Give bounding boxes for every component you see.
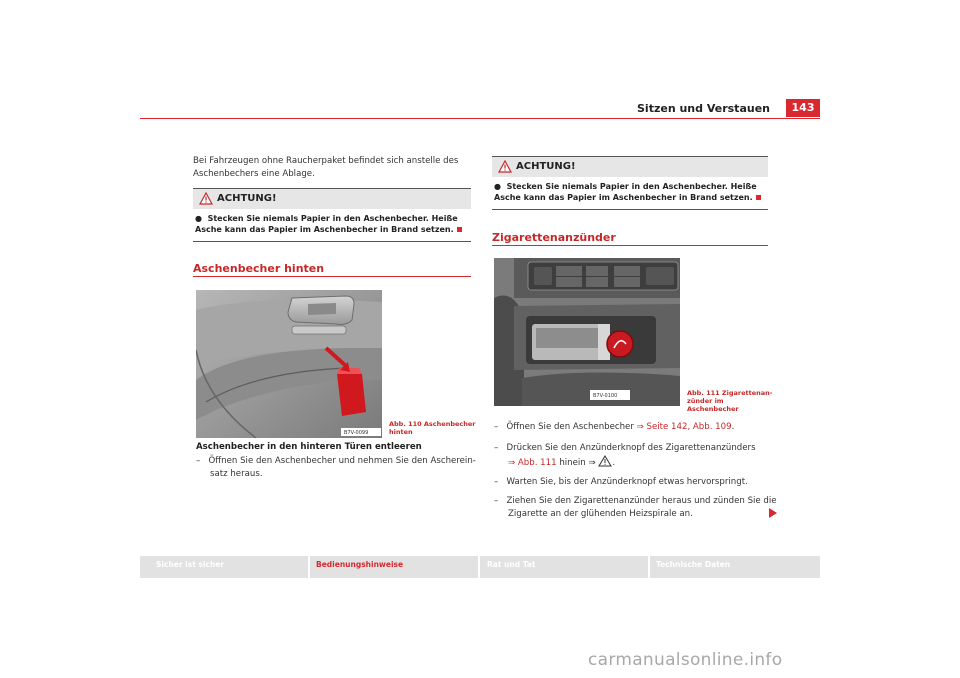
warning-text-content: Stecken Sie niemals Papier in den Aschenbecher. Heiße Asche kann das Papier im Aschenbecher in Brand setzen. xyxy=(494,182,757,202)
bullet: ● xyxy=(494,182,501,191)
footer-divider xyxy=(478,556,480,578)
list-item-text: Zigarette an der glühenden Heizspirale an. xyxy=(508,508,693,519)
list-item-text: Warten Sie, bis der Anzünderknopf etwas hervorspringt. xyxy=(506,477,748,487)
figure-code: B7V-0100 xyxy=(593,393,618,399)
dash: – xyxy=(494,496,499,506)
link-seite-142[interactable]: ⇒ Seite 142, Abb. 109 xyxy=(636,422,732,432)
warning-triangle-icon xyxy=(199,192,213,205)
list-item-text: Ziehen Sie den Zigarettenanzünder heraus und zünden Sie die xyxy=(506,496,777,506)
warning-title: ACHTUNG! xyxy=(217,193,277,204)
footer-nav xyxy=(140,556,820,578)
figure-code: B7V-0099 xyxy=(344,430,369,436)
footer-divider xyxy=(648,556,650,578)
list-item-text: satz heraus. xyxy=(210,468,263,479)
caption-line: Abb. 111 Zigarettenan- xyxy=(687,389,773,397)
dash: – xyxy=(494,477,499,487)
section-title-aschenbecher-hinten: Aschenbecher hinten xyxy=(193,262,325,275)
warning-box-right xyxy=(492,156,768,210)
warning-title: ACHTUNG! xyxy=(516,161,576,172)
dash: – xyxy=(494,443,499,453)
footer-tab-technische-daten[interactable]: Technische Daten xyxy=(656,560,731,569)
intro-paragraph: Bei Fahrzeugen ohne Raucherpaket befindet sich anstelle des Aschenbechers eine Ablage. xyxy=(193,156,459,179)
list-item-text: hinein ⇒ xyxy=(556,457,599,468)
warning-text xyxy=(193,209,471,241)
section-rule xyxy=(492,245,768,246)
warning-box-left xyxy=(193,188,471,242)
header-rule xyxy=(140,118,820,119)
warning-header xyxy=(193,189,471,209)
section-rule xyxy=(193,276,471,277)
end-marker-icon xyxy=(457,227,462,232)
end-marker-icon xyxy=(756,195,761,200)
continue-arrow-icon[interactable] xyxy=(768,507,778,519)
list-item: – Drücken Sie den Anzünderknopf des Zigarettenanzünders ⇒ Abb. 111 hinein ⇒ . xyxy=(494,443,756,468)
list-item xyxy=(494,495,798,520)
footer-tab-rat-und-tat[interactable]: Rat und Tat xyxy=(487,560,536,569)
section-title-zigarettenanzuender: Zigarettenanzünder xyxy=(492,231,616,244)
footer-tab-sicher[interactable]: Sicher ist sicher xyxy=(156,560,224,569)
dash: – xyxy=(494,422,499,432)
warning-triangle-icon xyxy=(498,160,512,173)
dash: – xyxy=(196,456,201,466)
list-item xyxy=(494,476,798,489)
list-item-text: Öffnen Sie den Aschenbecher xyxy=(506,422,637,432)
footer-tab-bedienungshinweise[interactable]: Bedienungshinweise xyxy=(316,560,404,569)
warning-text xyxy=(492,177,768,209)
list-item: – Öffnen Sie den Aschenbecher ⇒ Seite 142, Abb. 109. xyxy=(494,422,735,432)
figure-111-caption xyxy=(687,389,777,413)
running-header-title: Sitzen und Verstauen xyxy=(637,102,770,115)
page-number: 143 xyxy=(786,99,820,117)
subheading-entleeren: Aschenbecher in den hinteren Türen entleeren xyxy=(196,442,422,452)
figure-110-caption xyxy=(389,420,479,436)
figure-111-image xyxy=(494,258,680,406)
caption-line: Abb. 110 Aschenbecher xyxy=(389,420,476,428)
bullet: ● xyxy=(195,214,202,223)
warning-text-content: Stecken Sie niemals Papier in den Aschenbecher. Heiße Asche kann das Papier im Aschenbecher in Brand setzen. xyxy=(195,214,458,234)
footer-divider xyxy=(308,556,310,578)
link-abb-111[interactable]: ⇒ Abb. 111 xyxy=(508,457,557,468)
watermark: carmanualsonline.info xyxy=(588,650,783,670)
figure-110-image xyxy=(196,290,382,438)
list-item-text: Öffnen Sie den Aschenbecher und nehmen Sie den Ascherein- xyxy=(208,456,476,466)
list-item-text: Drücken Sie den Anzünderknopf des Zigarettenanzünders xyxy=(506,443,756,453)
warning-triangle-icon[interactable] xyxy=(598,455,612,467)
warning-header xyxy=(492,157,768,177)
caption-line: zünder im Aschenbecher xyxy=(687,397,739,413)
caption-line: hinten xyxy=(389,428,413,436)
list-item xyxy=(196,455,496,480)
